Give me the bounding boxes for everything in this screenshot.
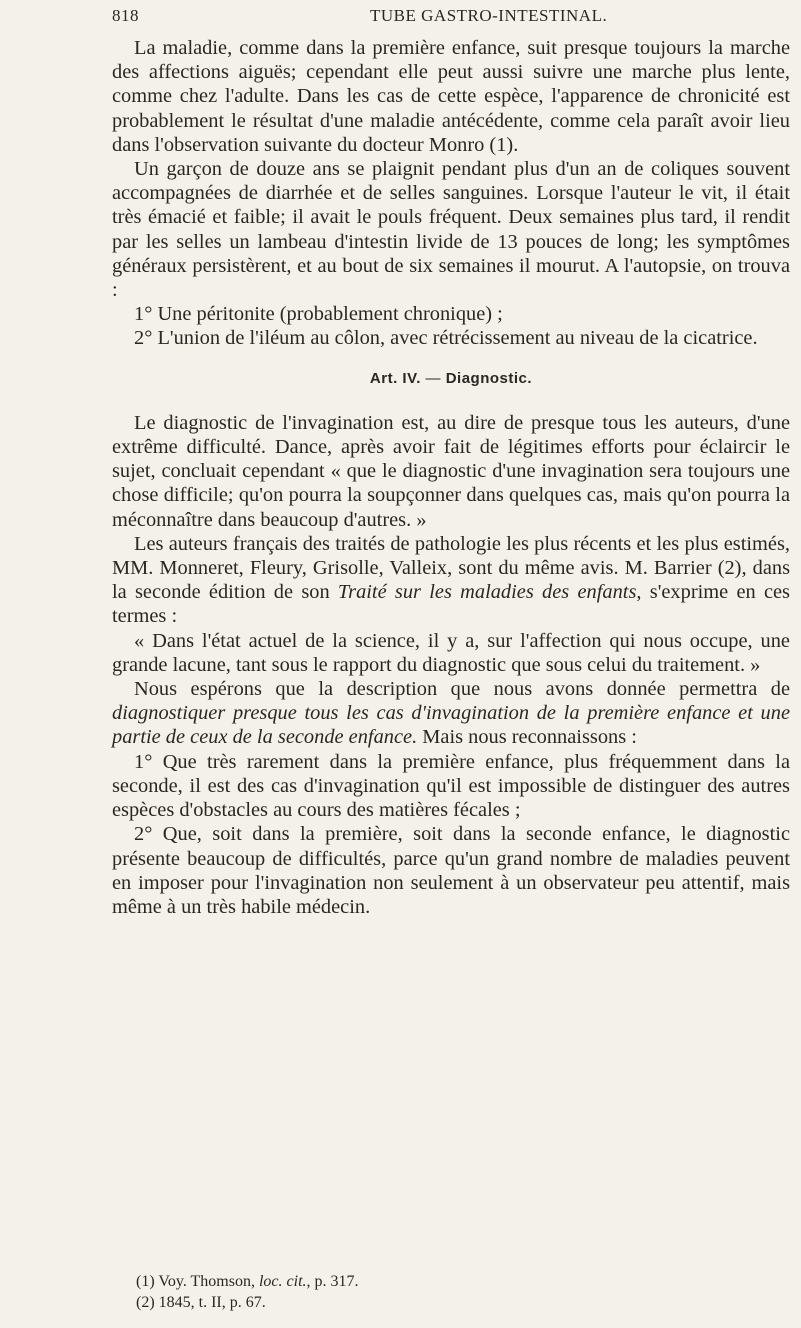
conclusion-item-2: 2° Que, soit dans la première, soit dans la seconde enfance, le diagnostic présente beaucoup de difficultés, parce qu'un grand nombre de maladies peuvent en imposer pour l'invagination non seulement à un observateur peu attentif, mais même à un très habile médecin. — [112, 823, 790, 918]
paragraph-6-italic: Traité sur les maladies des enfants — [337, 581, 637, 604]
section-heading — [112, 367, 790, 391]
heading-title: Diagnostic. — [445, 369, 533, 387]
running-title: TUBE GASTRO-INTESTINAL. — [370, 6, 608, 25]
heading-dash: — — [420, 369, 446, 387]
running-head — [112, 6, 781, 32]
paragraph-2: Un garçon de douze ans se plaignit pendant plus d'un an de coliques souvent accompagnées de diarrhée et de selles sanguines. Lorsque l'auteur le vit, il était très émacié et faible; il avait le pouls fréquent. Deux semaines plus tard, il rendit par les selles un lambeau d'intestin livide de 13 pouces de long; les symptômes généraux persistèrent, et au bout de six semaines il mourut. A l'autopsie, on trouva : — [112, 158, 790, 302]
conclusion-item-1: 1° Que très rarement dans la première enfance, plus fréquemment dans la seconde, il est des cas d'invagination qu'il est impossible de distinguer des autres espèces d'obstacles au cours des matières fécales ; — [112, 750, 790, 822]
footnote-1-italic: loc. cit. — [258, 1273, 307, 1290]
paragraph-7-quote: « Dans l'état actuel de la science, il y a, sur l'affection qui nous occupe, une grande lacune, tant sous le rapport du diagnostic que sous celui du traitement. » — [112, 629, 790, 676]
paragraph-1: La maladie, comme dans la première enfance, suit presque toujours la marche des affections aiguës; cependant elle peut aussi suivre une marche plus lente, comme chez l'adulte. Dans les cas de cette espèce, l'apparence de chronicité est probablement le résultat d'une maladie antécédente, comme cela paraît avoir lieu dans l'observation suivante du docteur Monro (1). — [112, 37, 790, 156]
paragraph-5: Le diagnostic de l'invagination est, au dire de presque tous les auteurs, d'une extrême difficulté. Dance, après avoir fait de légitimes efforts pour éclaircir le sujet, concluait cependant « que le diagnostic d'une invagination sera toujours une chose difficile; qu'on pourra la soupçonner dans quelques cas, mais qu'on pourra la méconnaître dans beaucoup d'autres. » — [112, 411, 790, 531]
paragraph-8 — [112, 677, 790, 750]
paragraph-8-italic: diagnostiquer presque tous les cas d'invagination de la première enfance et une partie de ceux de la seconde enfance. — [112, 702, 790, 749]
footnote-2: (2) 1845, t. II, p. 67. — [136, 1294, 266, 1311]
footnote-1-text-b: , p. 317. — [306, 1273, 359, 1290]
paragraph-6-text-b: , s'exprime en ces termes : — [112, 581, 790, 628]
paragraph-8-text-b: Mais nous reconnaissons : — [417, 726, 637, 749]
footnote-1-text-a: (1) Voy. Thomson, — [136, 1273, 259, 1290]
footnote-1 — [136, 1271, 776, 1292]
page-number: 818 — [112, 6, 139, 25]
autopsy-item-1: 1° Une péritonite (probablement chronique) ; — [134, 303, 503, 326]
footnotes — [136, 1271, 776, 1313]
autopsy-item-2: 2° L'union de l'iléum au côlon, avec rétrécissement au niveau de la cicatrice. — [134, 327, 758, 350]
paragraph-6 — [112, 532, 790, 629]
body-text — [112, 36, 790, 919]
paragraph-8-text-a: Nous espérons que la description que nous avons donnée permettra de — [134, 678, 790, 701]
heading-article: Art. IV. — [369, 369, 421, 387]
paragraph-6-text-a: Les auteurs français des traités de pathologie les plus récents et les plus estimés, MM. Monneret, Fleury, Grisolle, Valleix, sont du même avis. M. Barrier (2), dans la seconde édition de son — [112, 532, 790, 604]
